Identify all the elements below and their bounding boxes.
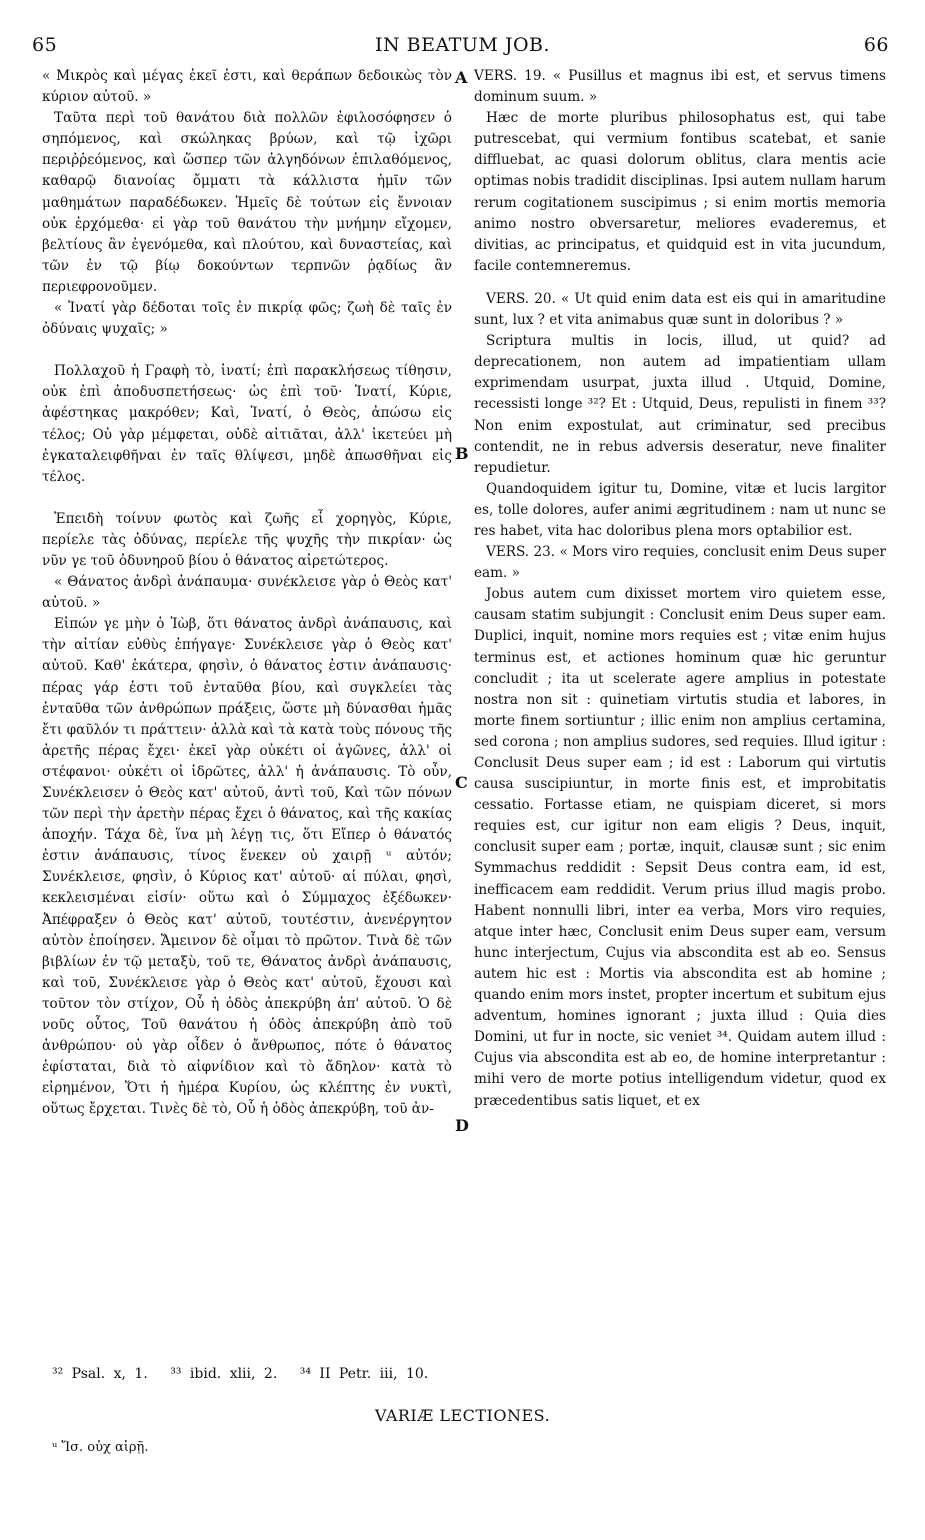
latin-column [474,66,886,1112]
greek-paragraph: Πολλαχοῦ ἡ Γραφὴ τὸ, ἱνατί; ἐπὶ παρακλήσεως τίθησιν, οὐκ ἐπὶ ἀποδυσπετήσεως· ὡς ἐπὶ τοῦ· Ἱνατί, Κύριε, ἀφέστηκας μακρόθεν; Καὶ, Ἱνατί, ὁ Θεὸς, ἀπώσω εἰς τέλος; Οὐ γὰρ μέμφεται, οὐδὲ αἰτιᾶται, ἀλλ' ἱκετεύει μὴ ἐγκαταλειφθῆναι ἐν ταῖς θλίψεσι, μηδὲ ἀπωσθῆναι εἰς τέλος. [42,363,452,485]
greek-paragraph: « Θάνατος ἀνδρὶ ἀνάπαυμα· συνέκλεισε γὰρ ὁ Θεὸς κατ' αὐτοῦ. » [42,574,452,612]
greek-column [42,66,452,1121]
latin-paragraph: Scriptura multis in locis, illud, ut quid? ad deprecationem, non autem ad impatientiam ullam exprimendam usurpat, juxta illud . Utquid, Domine, recessisti longe ³²? Et : Utquid, Deus, repulisti in finem ³³? Non enim expostulat, aut criminatur, sed precibus contendit, ne in rebus adversis deseratur, neve finaliter repudietur. [474,333,886,476]
right-page-number: 66 [863,34,889,56]
latin-paragraph: Quandoquidem igitur tu, Domine, vitæ et lucis largitor es, tolle dolores, aufer animi ægritudinem : nam ut nunc se res habet, vita hac doloribus plena mors optabilior est. [474,480,886,539]
margin-mark-d: D [455,1116,469,1135]
variant-note: ᵘ Ἴσ. οὐχ αἱρῇ. [52,1440,149,1455]
margin-mark-b: B [455,444,469,463]
latin-paragraph: Hæc de morte pluribus philosophatus est, qui tabe putrescebat, qui vermium fontibus scatebat, et sanie diffluebat, ac quasi dolorum oblitus, clara mentis acie optimas nobis tradidit disciplinas. Ipsi autem nullam harum rerum cogitationem suscipimus ; si enim mortis memoria animo nostro obversaretur, meliores evaderemus, et divitias, ac principatus, et quidquid est in vita jucundum, facile contemneremus. [474,110,886,274]
latin-paragraph: VERS. 23. « Mors viro requies, conclusit enim Deus super eam. » [474,544,886,582]
margin-mark-c: C [455,773,468,792]
footnote: ³⁴ II Petr. iii, 10. [299,1366,429,1382]
greek-paragraph: « Μικρὸς καὶ μέγας ἐκεῖ ἐστι, καὶ θεράπων δεδοικὼς τὸν κύριον αὐτοῦ. » [42,68,452,106]
margin-mark-a: A [455,68,468,87]
footnotes [52,1366,442,1382]
footnote: ³² Psal. x, 1. [52,1366,148,1382]
left-page-number: 65 [32,34,58,56]
greek-paragraph: Εἰπών γε μὴν ὁ Ἰὼβ, ὅτι θάνατος ἀνδρὶ ἀνάπαυσις, καὶ τὴν αἰτίαν εὐθὺς ἐπήγαγε· Συνέκλεισε γὰρ ὁ Θεὸς κατ' αὐτοῦ. Καθ' ἑκάτερα, φησὶν, ὁ θάνατος ἐστιν ἀνάπαυσις· πέρας γάρ ἐστι τοῦ ἐνταῦθα βίου, καὶ συγκλείει τὰς ἐνταῦθα τῶν ἀνθρώπων πράξεις, ὥστε μὴ δύνασθαι ἡμᾶς ἔτι φαῦλόν τι πράττειν· ἀλλὰ καὶ τὰ κατὰ τοὺς πόνους τῆς ἀρετῆς πέρας ἔχει· ἐκεῖ γὰρ οὐκέτι οἱ ἀγῶνες, ἀλλ' οἱ στέφανοι· οὐκέτι οἱ ἱδρῶτες, ἀλλ' ἡ ἀνάπαυσις. Τὸ οὖν, Συνέκλεισεν ὁ Θεὸς κατ' αὐτοῦ, ἀντὶ τοῦ, Καὶ τῶν πόνων τῶν περὶ τὴν ἀρετὴν πέρας ἔχει ὁ θάνατος, καὶ τῆς κακίας ἀποχήν. Τάχα δὲ, ἵνα μὴ λέγῃ τις, ὅτι Εἴπερ ὁ θάνατός ἐστιν ἀνάπαυσις, τίνος ἕνεκεν οὐ χαιρῇ ᵘ αὐτόν; Συνέκλεισε, φησὶν, ὁ Κύριος κατ' αὐτοῦ· αἱ πύλαι, φησὶ, κεκλεισμέναι εἰσίν· οὕτω καὶ ὁ Σύμμαχος ἐξέδωκεν· Ἀπέφραξεν ὁ Θεὸς κατ' αὐτοῦ, τουτέστιν, ἀνενέργητον αὐτὸν ἐποίησεν. Ἄμεινον δὲ οἶμαι τὸ πρῶτον. Τινὰ δὲ τῶν βιβλίων ἐν τῷ μεταξὺ, τοῦ τε, Θάνατος ἀνδρὶ ἀνάπαυσις, καὶ τοῦ, Συνέκλεισε γὰρ ὁ Θεὸς κατ' αὐτοῦ, ἔχουσι καὶ τοῦτον τὸν στίχον, Οὗ ἡ ὁδὸς ἀπεκρύβη ἀπ' αὐτοῦ. Ὁ δὲ νοῦς οὗτος, Τοῦ θανάτου ἡ ὁδὸς ἀπεκρύβη ἀπὸ τοῦ ἀνθρώπου· οὐ γὰρ οἶδεν ὁ ἄνθρωπος, πότε ὁ θάνατος ἐφίσταται, διὰ τὸ αἰφνίδιον καὶ τὸ ἄδηλον· κατὰ τὸ εἰρημένον, Ὅτι ἡ ἡμέρα Κυρίου, ὡς κλέπτης ἐν νυκτὶ, οὕτως ἔρχεται. Τινὲς δὲ τὸ, Οὗ ἡ ὁδὸς ἀπεκρύβη, τοῦ ἀν- [42,616,452,1118]
running-title: IN BEATUM JOB. [374,34,551,56]
footnote: ³³ ibid. xlii, 2. [170,1366,278,1382]
greek-paragraph: Ἐπειδὴ τοίνυν φωτὸς καὶ ζωῆς εἶ χορηγὸς, Κύριε, περίελε τὰς ὀδύνας, περίελε τῆς ψυχῆς τὴν πικρίαν· ὡς νῦν γε τοῦ ὀδυνηροῦ βίου ὁ θάνατος αἱρετώτερος. [42,510,452,569]
variae-heading: VARIÆ LECTIONES. [374,1406,551,1425]
greek-paragraph: Ταῦτα περὶ τοῦ θανάτου διὰ πολλῶν ἐφιλοσόφησεν ὁ σηπόμενος, καὶ σκώληκας βρύων, καὶ τῷ ἰχῶρι περιῤῥεόμενος, καὶ ὥσπερ τῶν ἀλγηδόνων ἐπιλαθόμενος, καθαρῷ διανοίας ὄμματι τὰ κάλλιστα ἡμῖν τῶν μαθημάτων παραδέδωκεν. Ἡμεῖς δὲ τούτων εἰς ἔννοιαν οὐκ ἐρχόμεθα· εἰ γὰρ τοῦ θανάτου τὴν μνήμην εἴχομεν, βελτίους ἂν ἐγενόμεθα, καὶ πλούτου, καὶ δυναστείας, καὶ τῶν ἐν τῷ βίῳ δοκούντων τερπνῶν ῥᾳδίως ἂν περιεφρονοῦμεν. [42,110,452,295]
latin-paragraph: VERS. 20. « Ut quid enim data est eis qui in amaritudine sunt, lux ? et vita animabus quæ sunt in doloribus ? » [474,290,886,329]
latin-paragraph: VERS. 19. « Pusillus et magnus ibi est, et servus timens dominum suum. » [474,68,886,106]
greek-paragraph: « Ἱνατί γὰρ δέδοται τοῖς ἐν πικρίᾳ φῶς; ζωὴ δὲ ταῖς ἐν ὀδύναις ψυχαῖς; » [42,300,452,338]
latin-paragraph: Jobus autem cum dixisset mortem viro quietem esse, causam statim subjungit : Conclusit enim Deus super eam. Duplici, inquit, nomine mors requies est ; vitæ enim hujus terminus est, et actiones hominum quæ hic geruntur concludit ; ita ut scelerate agere amplius in potestate nostra non sit : quinetiam virtutis studia et labores, in morte finem sortiuntur ; illic enim non amplius certamina, sed corona ; non amplius sudores, sed requies. Illud igitur : Conclusit Deus super eam ; id est : Laborum qui virtutis causa suscipiuntur, in morte finis est, et improbitatis cessatio. Fortasse etiam, ne quispiam diceret, si mors requies est, cur igitur non eam eligis ? Deus, inquit, conclusit super eam ; portæ, inquit, clausæ sunt ; sic enim Symmachus reddidit : Sepsit Deus contra eam, id est, inefficacem eam reddidit. Verum prius illud magis probo. Habent nonnulli libri, inter ea verba, Mors viro requies, atque inter hæc, Conclusit enim Deus super eam, versum hunc interjectum, Cujus via abscondita est ab eo. Sensus autem hic est : Mortis via abscondita est ab homine ; quando enim mors instet, propter incertum et subitum ejus adventum, homines ignorant ; juxta illud : Quia dies Domini, ut fur in nocte, sic veniet ³⁴. Quidam autem illud : Cujus via abscondita est ab eo, de homine interpretantur : mihi vero de morte potius intelligendum videtur, quod ex præcedentibus satis liquet, et ex [474,586,886,1109]
